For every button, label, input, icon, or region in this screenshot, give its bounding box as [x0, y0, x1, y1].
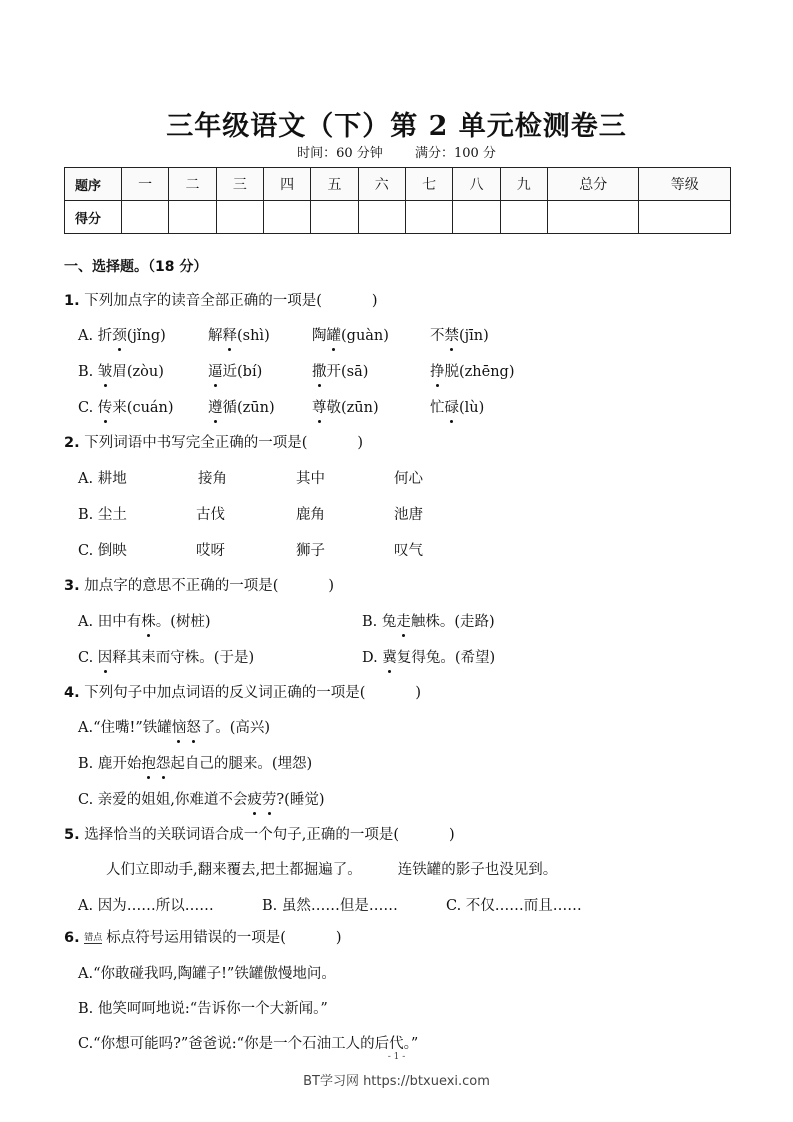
section-heading: 一、选择题。（18 分） — [64, 259, 208, 275]
score-table — [64, 167, 731, 234]
question-text: 标点符号运用错误的一项是( — [106, 930, 286, 946]
score-cell[interactable] — [216, 201, 263, 234]
score-cell[interactable] — [122, 201, 169, 234]
score-table-col: 六 — [358, 168, 405, 201]
question-5: 5. 选择恰当的关联词语合成一个句子,正确的一项是( ) — [64, 827, 455, 843]
score-table-row-label: 题序 — [65, 168, 122, 201]
score-table-col: 七 — [405, 168, 452, 201]
question-text: 下列句子中加点词语的反义词正确的一项是( — [84, 685, 366, 701]
score-table-col: 四 — [263, 168, 310, 201]
exam-page: 三年级语文（下）第 2 单元检测卷三 时间：60 分钟 满分：100 分 题序 一 二 三 四 五 六 七 八 九 总分 等级 得分 一、选择题。（18 分） 1. 下列加点字的读音全部正确的一项是( ) A. 折颈(jǐng) 解释(shì) 陶罐(guàn) 不禁(jīn) B. 皱眉(zòu) 逼近(bí) 撒开(sā) 挣脱(zhēng) C. 传来(cuán) 遵循(zūn) 尊敬(zūn) 忙碌(lù) 2. 下列词语中书写完全正确的一项是( ) A. 耕地 接角 其中 何心 B. 尘土 古伐 鹿角 池唐 C. 倒映 哎呀 狮子 叹气 3. 加点字的意思不正确的一项是( ) A. 田中有株。(树桩) B. 兔走触株。(走路) C. 因释其耒而守株。(于是) D. 冀复得兔。(希望) 4. 下列句子中加点词语的反义词正确的一项是( ) A.“住嘴!”铁罐恼怒了。(高兴) B. 鹿开始抱怨起自己的腿来。(埋怨) C. 亲爱的姐姐,你难道不会疲劳?(睡觉) 5. 选择恰当的关联词语合成一个句子,正确的一项是( ) 人们立即动手,翻来覆去,把土都掘遍了。 连铁罐的影子也没见到。 A. 因为……所以…… B. 虽然……但是…… C. 不仅……而且…… 6. 错点 标点符号运用错误的一项是( ) A.“你敢碰我吗,陶罐子!”铁罐傲慢地问。 B. 他笑呵呵地说:“告诉你一个大新闻。” C.“你想可能吗?”爸爸说:“你是一个石油工人的后代。” - 1 - BT学习网 https://btxuexi.com — [0, 0, 793, 1122]
score-table-row-label: 得分 — [65, 201, 122, 234]
question-text: 选择恰当的关联词语合成一个句子,正确的一项是( — [84, 827, 399, 843]
score-cell[interactable] — [453, 201, 500, 234]
question-number: 4. — [64, 685, 80, 701]
score-cell[interactable] — [639, 201, 731, 234]
question-text: 下列加点字的读音全部正确的一项是( — [84, 293, 322, 309]
question-4: 4. 下列句子中加点词语的反义词正确的一项是( ) — [64, 685, 422, 701]
score-cell[interactable] — [358, 201, 405, 234]
score-table-col: 总分 — [547, 168, 639, 201]
score-cell[interactable] — [500, 201, 547, 234]
question-number: 1. — [64, 293, 80, 309]
time-limit: 时间：60 分钟 — [297, 146, 383, 161]
score-cell[interactable] — [263, 201, 310, 234]
full-score: 满分：100 分 — [414, 146, 496, 161]
score-table-col: 三 — [216, 168, 263, 201]
score-table-score-row — [65, 201, 731, 234]
question-text: 下列词语中书写完全正确的一项是( — [84, 435, 308, 451]
score-table-col: 二 — [169, 168, 216, 201]
score-cell[interactable] — [169, 201, 216, 234]
score-table-col: 九 — [500, 168, 547, 201]
score-table-col: 等级 — [639, 168, 731, 201]
error-prone-tag: 错点 — [84, 930, 102, 944]
q5-sentence: 人们立即动手,翻来覆去,把土都掘遍了。 连铁罐的影子也没见到。 — [106, 862, 558, 878]
question-number: 5. — [64, 827, 80, 843]
score-table-col: 五 — [311, 168, 358, 201]
score-cell[interactable] — [405, 201, 452, 234]
question-3: 3. 加点字的意思不正确的一项是( ) — [64, 578, 335, 594]
question-number: 6. — [64, 930, 80, 946]
score-table-col: 一 — [122, 168, 169, 201]
question-number: 2. — [64, 435, 80, 451]
question-6: 6. 错点 标点符号运用错误的一项是( ) — [64, 930, 342, 946]
score-table-header-row — [65, 168, 731, 201]
page-number: - 1 - — [387, 1052, 406, 1062]
question-text: 加点字的意思不正确的一项是( — [84, 578, 279, 594]
exam-meta — [0, 142, 793, 161]
question-2: 2. 下列词语中书写完全正确的一项是( ) — [64, 435, 364, 451]
page-title: 三年级语文（下）第 2 单元检测卷三 — [166, 111, 627, 142]
question-1: 1. 下列加点字的读音全部正确的一项是( ) — [64, 293, 378, 309]
score-table-col: 八 — [453, 168, 500, 201]
score-cell[interactable] — [547, 201, 639, 234]
score-cell[interactable] — [311, 201, 358, 234]
site-watermark[interactable]: BT学习网 https://btxuexi.com — [303, 1074, 490, 1089]
question-number: 3. — [64, 578, 80, 594]
